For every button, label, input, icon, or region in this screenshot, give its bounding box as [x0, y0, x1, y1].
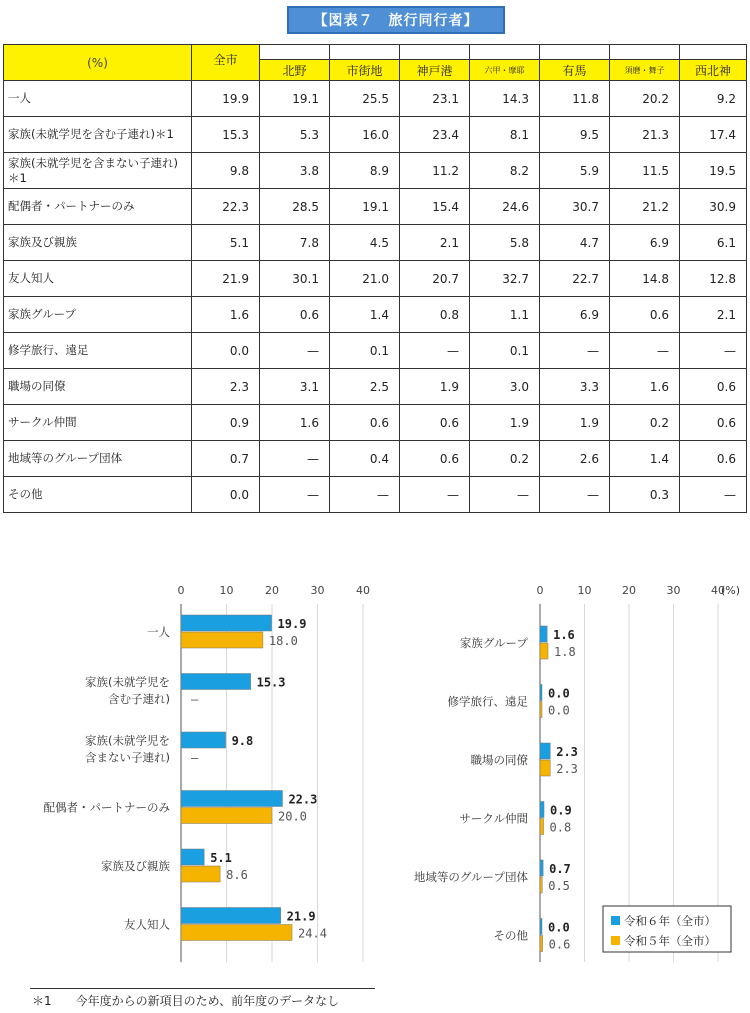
table-cell: 23.4	[400, 117, 470, 153]
data-label: 5.1	[210, 851, 232, 865]
table-cell: —	[260, 477, 330, 513]
table-cell: 0.1	[330, 333, 400, 369]
table-cell: 1.6	[610, 369, 680, 405]
category-label: 地域等のグループ団体	[413, 870, 528, 884]
table-cell: —	[260, 441, 330, 477]
bar	[181, 908, 281, 924]
table-cell: 8.1	[470, 117, 540, 153]
bar	[540, 760, 550, 776]
table-cell: 0.6	[260, 297, 330, 333]
category-label: 含まない子連れ)	[85, 750, 170, 765]
table-cell: 0.6	[330, 405, 400, 441]
row-label: 地域等のグループ団体	[4, 441, 192, 477]
legend-swatch	[611, 916, 620, 925]
table-cell: 1.4	[330, 297, 400, 333]
table-cell: 19.9	[192, 81, 260, 117]
row-label: 友人知人	[4, 261, 192, 297]
table-cell: 22.7	[540, 261, 610, 297]
bar	[540, 643, 548, 659]
category-label: 配偶者・パートナーのみ	[43, 800, 170, 815]
bar	[181, 632, 263, 648]
bar	[181, 925, 292, 941]
bar	[540, 936, 543, 952]
data-label: 15.3	[256, 675, 286, 690]
data-label: 8.6	[226, 868, 248, 882]
table-cell: 0.6	[680, 405, 747, 441]
table-header-unit: (%)	[4, 45, 192, 81]
figure-title: 【図表７ 旅行同行者】	[287, 6, 505, 34]
table-cell: 6.9	[610, 225, 680, 261]
table-cell: 9.5	[540, 117, 610, 153]
table-cell: 5.3	[260, 117, 330, 153]
table-cell: 9.2	[680, 81, 747, 117]
category-label: サークル仲間	[459, 811, 528, 826]
row-label: 職場の同僚	[4, 369, 192, 405]
table-cell: 2.1	[680, 297, 747, 333]
category-label: 修学旅行、遠足	[447, 694, 528, 709]
x-tick-label: 30	[666, 584, 681, 597]
bar	[181, 866, 220, 882]
bar	[181, 674, 251, 690]
footnote: ＊1 今年度からの新項目のため、前年度のデータなし	[32, 994, 340, 1008]
category-label: その他	[493, 928, 528, 943]
data-label: 18.0	[268, 634, 298, 648]
row-label: 家族グループ	[4, 297, 192, 333]
table-cell: —	[610, 333, 680, 369]
column-header-label: 北野	[260, 59, 329, 80]
table-cell: 24.6	[470, 189, 540, 225]
table-cell: 21.0	[330, 261, 400, 297]
footnote-divider	[30, 988, 375, 989]
table-cell: —	[400, 333, 470, 369]
data-label: 20.0	[278, 809, 307, 824]
data-label: 0.5	[548, 879, 570, 893]
table-cell: 16.0	[330, 117, 400, 153]
table-cell: 19.1	[260, 81, 330, 117]
data-label: 21.9	[286, 909, 316, 924]
table-cell: 1.6	[192, 297, 260, 333]
x-tick-label: 0	[536, 584, 544, 597]
table-cell: 0.0	[192, 333, 260, 369]
table-cell: 4.7	[540, 225, 610, 261]
unit-label: (%)	[720, 584, 740, 597]
table-cell: 32.7	[470, 261, 540, 297]
row-label: その他	[4, 477, 192, 513]
table-cell: 2.6	[540, 441, 610, 477]
category-label: 職場の同僚	[470, 753, 528, 767]
data-label: 19.9	[277, 617, 307, 631]
category-label: 家族グループ	[459, 636, 528, 650]
data-label: 2.3	[556, 745, 578, 759]
x-tick-label: 40	[356, 584, 370, 597]
table-cell: 28.5	[260, 189, 330, 225]
table-cell: 0.6	[680, 441, 747, 477]
table-cell: 1.9	[470, 405, 540, 441]
table-cell: 2.1	[400, 225, 470, 261]
table-cell: 0.6	[610, 297, 680, 333]
table-cell: 21.2	[610, 189, 680, 225]
column-header-label: 有馬	[540, 59, 609, 80]
table-cell: 30.1	[260, 261, 330, 297]
column-header-label: 神戸港	[400, 59, 469, 80]
table-cell: 21.3	[610, 117, 680, 153]
data-label: 0.0	[548, 686, 570, 701]
column-header: 全市	[192, 45, 260, 81]
x-tick-label: 30	[310, 584, 325, 597]
category-label: 友人知人	[124, 917, 170, 932]
legend-label: 令和６年（全市）	[624, 914, 716, 928]
category-label: 含む子連れ)	[108, 692, 170, 706]
table-cell: —	[470, 477, 540, 513]
table-cell: 0.6	[400, 405, 470, 441]
row-label: 一人	[4, 81, 192, 117]
legend-label: 令和５年（全市）	[624, 934, 716, 948]
category-label: 家族(未就学児を	[85, 733, 170, 748]
bar	[181, 849, 204, 865]
table-cell: 19.5	[680, 153, 747, 189]
table-cell: 11.2	[400, 153, 470, 189]
table-cell: 7.8	[260, 225, 330, 261]
table-cell: 20.7	[400, 261, 470, 297]
table-cell: 15.4	[400, 189, 470, 225]
data-label: 0.8	[549, 820, 572, 835]
table-cell: —	[540, 477, 610, 513]
table-cell: 2.5	[330, 369, 400, 405]
data-label: —	[191, 751, 199, 765]
table-cell: 0.1	[470, 333, 540, 369]
table-cell: 0.6	[680, 369, 747, 405]
table-cell: 4.5	[330, 225, 400, 261]
table-cell: 30.9	[680, 189, 747, 225]
x-tick-label: 20	[622, 584, 636, 597]
table-cell: —	[260, 333, 330, 369]
x-tick-label: 0	[177, 584, 185, 597]
table-cell: 0.2	[610, 405, 680, 441]
data-label: 1.6	[553, 628, 575, 642]
table-cell: 11.8	[540, 81, 610, 117]
legend-swatch	[611, 936, 620, 945]
bar	[540, 860, 543, 876]
table-cell: —	[400, 477, 470, 513]
data-label: 9.8	[231, 734, 254, 748]
data-label: 2.3	[556, 762, 578, 776]
table-cell: —	[680, 477, 747, 513]
table-cell: —	[540, 333, 610, 369]
table-cell: —	[680, 333, 747, 369]
table-cell: 0.6	[400, 441, 470, 477]
table-cell: —	[330, 477, 400, 513]
bar	[540, 743, 550, 759]
bar	[540, 702, 542, 718]
bar	[540, 919, 542, 935]
bar	[181, 808, 272, 824]
bar	[181, 732, 226, 748]
table-cell: 23.1	[400, 81, 470, 117]
table-cell: 6.1	[680, 225, 747, 261]
category-label: 一人	[147, 625, 170, 639]
bar	[540, 626, 547, 642]
row-label: 配偶者・パートナーのみ	[4, 189, 192, 225]
table-cell: 0.7	[192, 441, 260, 477]
table-cell: 1.4	[610, 441, 680, 477]
table-cell: 3.0	[470, 369, 540, 405]
data-label: —	[191, 692, 199, 707]
table-cell: 12.8	[680, 261, 747, 297]
table-cell: 9.8	[192, 153, 260, 189]
table-cell: 3.1	[260, 369, 330, 405]
table-cell: 1.9	[400, 369, 470, 405]
category-label: 家族及び親族	[101, 859, 170, 873]
table-cell: 0.0	[192, 477, 260, 513]
table-cell: 3.8	[260, 153, 330, 189]
table-cell: 0.4	[330, 441, 400, 477]
table-cell: 5.9	[540, 153, 610, 189]
bar	[540, 802, 544, 818]
bar	[181, 615, 272, 631]
bar	[540, 819, 544, 835]
category-label: 家族(未就学児を	[85, 675, 170, 689]
row-label: 家族(未就学児を含まない子連れ)＊1	[4, 153, 192, 189]
table-cell: 5.1	[192, 225, 260, 261]
table-cell: 17.4	[680, 117, 747, 153]
x-tick-label: 10	[577, 584, 592, 597]
table-cell: 1.9	[540, 405, 610, 441]
table-cell: 0.3	[610, 477, 680, 513]
table-cell: 20.2	[610, 81, 680, 117]
bar	[540, 877, 542, 893]
table-cell: 3.3	[540, 369, 610, 405]
data-label: 24.4	[298, 926, 327, 941]
column-header-label: 六甲・摩耶	[470, 59, 539, 80]
row-label: 家族(未就学児を含む子連れ)＊1	[4, 117, 192, 153]
table-cell: 14.8	[610, 261, 680, 297]
table-cell: 0.9	[192, 405, 260, 441]
table-cell: 8.2	[470, 153, 540, 189]
x-tick-label: 10	[219, 584, 234, 597]
column-header-label: 市街地	[330, 59, 399, 80]
column-header-label: 須磨・舞子	[610, 59, 679, 80]
table-cell: 11.5	[610, 153, 680, 189]
table-cell: 0.2	[470, 441, 540, 477]
data-label: 0.0	[548, 920, 570, 935]
row-label: 家族及び親族	[4, 225, 192, 261]
table-cell: 19.1	[330, 189, 400, 225]
table-cell: 25.5	[330, 81, 400, 117]
table-cell: 14.3	[470, 81, 540, 117]
bar	[540, 685, 542, 701]
row-label: サークル仲間	[4, 405, 192, 441]
table-cell: 5.8	[470, 225, 540, 261]
column-header-label: 西北神	[680, 59, 746, 80]
bar	[181, 791, 282, 807]
table-cell: 21.9	[192, 261, 260, 297]
table-cell: 1.6	[260, 405, 330, 441]
data-label: 0.6	[548, 937, 571, 952]
table-cell: 1.1	[470, 297, 540, 333]
row-label: 修学旅行、遠足	[4, 333, 192, 369]
x-tick-label: 40	[711, 584, 725, 597]
data-label: 0.0	[548, 703, 570, 718]
table-cell: 15.3	[192, 117, 260, 153]
table-cell: 6.9	[540, 297, 610, 333]
data-label: 1.8	[554, 645, 576, 659]
table-cell: 30.7	[540, 189, 610, 225]
data-label: 22.3	[288, 792, 318, 807]
data-label: 0.9	[550, 803, 572, 818]
x-tick-label: 20	[265, 584, 279, 597]
table-cell: 8.9	[330, 153, 400, 189]
table-cell: 2.3	[192, 369, 260, 405]
table-cell: 0.8	[400, 297, 470, 333]
table-cell: 22.3	[192, 189, 260, 225]
data-label: 0.7	[549, 862, 571, 876]
